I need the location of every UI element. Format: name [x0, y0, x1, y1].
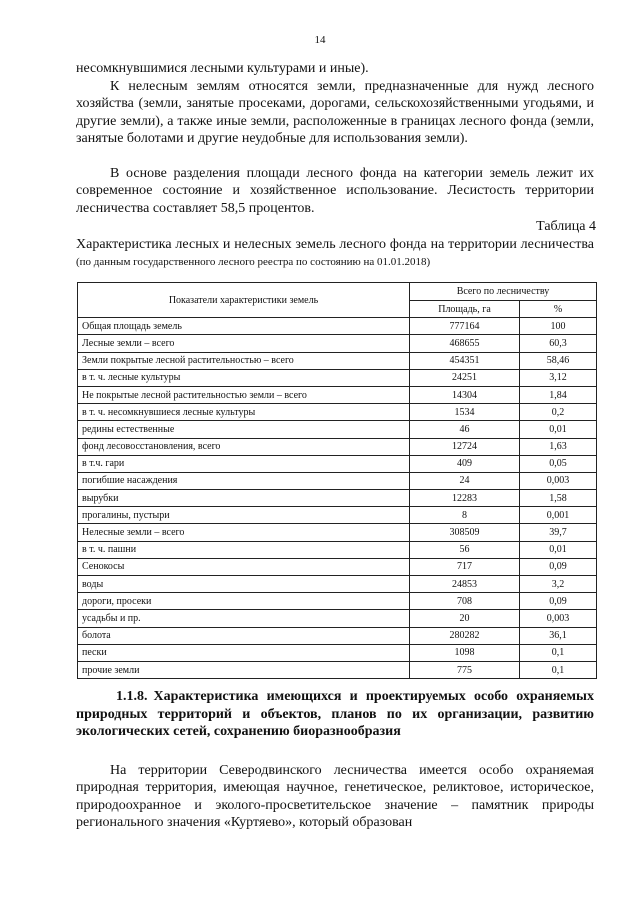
row-name: в т. ч. несомкнувшиеся лесные культуры [78, 404, 410, 421]
header-area: Площадь, га [410, 301, 520, 318]
table-number: Таблица 4 [536, 219, 596, 234]
table-header-row [78, 283, 597, 301]
table-row [78, 369, 597, 386]
row-area: 24251 [410, 369, 520, 386]
row-percent: 1,58 [520, 490, 597, 507]
section-title: Характеристика имеющихся и проектируемых особо охраняемых природных территорий и объектов, планов по их организации, развитию экологических сетей, сохранению биоразнообразия [76, 689, 594, 740]
row-area: 280282 [410, 627, 520, 644]
page-number: 14 [314, 34, 326, 46]
row-percent: 0,1 [520, 661, 597, 678]
table-row [78, 404, 597, 421]
row-percent: 0,003 [520, 472, 597, 489]
header-total: Всего по лесничеству [410, 283, 597, 301]
row-area: 24853 [410, 576, 520, 593]
table-body [78, 318, 597, 679]
row-name: фонд лесовосстановления, всего [78, 438, 410, 455]
table-row [78, 455, 597, 472]
row-area: 777164 [410, 318, 520, 335]
row-area: 24 [410, 472, 520, 489]
paragraph-nonforest-lands [76, 78, 594, 148]
table-caption-title: Характеристика лесных и нелесных земель лесного фонда на территории лесничества [76, 237, 594, 252]
row-percent: 0,1 [520, 644, 597, 661]
row-percent: 39,7 [520, 524, 597, 541]
table-caption [76, 236, 594, 272]
section-number: 1.1.8. [116, 689, 148, 704]
row-percent: 3,2 [520, 576, 597, 593]
row-area: 14304 [410, 386, 520, 403]
row-name: в т.ч. гари [78, 455, 410, 472]
row-name: в т. ч. пашни [78, 541, 410, 558]
row-area: 409 [410, 455, 520, 472]
row-area: 20 [410, 610, 520, 627]
paragraph-continuation [76, 60, 594, 77]
row-area: 56 [410, 541, 520, 558]
row-name: болота [78, 627, 410, 644]
row-percent: 0,003 [520, 610, 597, 627]
table-row [78, 335, 597, 352]
row-area: 708 [410, 593, 520, 610]
row-percent: 1,63 [520, 438, 597, 455]
row-percent: 3,12 [520, 369, 597, 386]
table-row [78, 472, 597, 489]
table-row [78, 386, 597, 403]
row-percent: 0,09 [520, 593, 597, 610]
row-name: дороги, просеки [78, 593, 410, 610]
row-percent: 0,09 [520, 558, 597, 575]
row-percent: 0,01 [520, 421, 597, 438]
table-row [78, 421, 597, 438]
row-name: воды [78, 576, 410, 593]
header-percent: % [520, 301, 597, 318]
row-area: 717 [410, 558, 520, 575]
table-row [78, 593, 597, 610]
row-area: 308509 [410, 524, 520, 541]
row-percent: 100 [520, 318, 597, 335]
row-area: 12724 [410, 438, 520, 455]
paragraph-forest-cover [76, 165, 594, 217]
paragraph-text: К нелесным землям относятся земли, предназначенные для нужд лесного хозяйства (земли, занятые просеками, дорогами, сельскохозяйственными угодьями, и другие земли), а также иные земли, расположенные в границах лесного фонда (земли, занятые болотами и другие неудобные для использования земли). [76, 79, 594, 147]
row-area: 12283 [410, 490, 520, 507]
row-name: Лесные земли – всего [78, 335, 410, 352]
row-name: погибшие насаждения [78, 472, 410, 489]
table-row [78, 661, 597, 678]
row-name: прочие земли [78, 661, 410, 678]
paragraph-protected-area [76, 762, 594, 832]
paragraph-text: В основе разделения площади лесного фонда на категории земель лежит их современное состояние и хозяйственное использование. Лесистость территории лесничества составляет 58,5 процентов. [76, 166, 594, 216]
row-name: Земли покрытые лесной растительностью – всего [78, 352, 410, 369]
row-percent: 0,2 [520, 404, 597, 421]
row-percent: 0,05 [520, 455, 597, 472]
paragraph-text: несомкнувшимися лесными культурами и иные). [76, 61, 369, 76]
row-name: пески [78, 644, 410, 661]
row-area: 454351 [410, 352, 520, 369]
row-name: Не покрытые лесной растительностью земли – всего [78, 386, 410, 403]
table-row [78, 352, 597, 369]
table-row [78, 507, 597, 524]
header-indicator: Показатели характеристики земель [78, 283, 410, 318]
table-row [78, 558, 597, 575]
table-caption-note: (по данным государственного лесного реестра по состоянию на 01.01.2018) [76, 256, 431, 269]
paragraph-text: На территории Северодвинского лесничества имеется особо охраняемая природная территория, имеющая научное, генетическое, реликтовое, историческое, природоохранное и эколого-просветительское значение – памятник природы регионального значения «Куртяево», который образован [76, 763, 594, 831]
table-row [78, 627, 597, 644]
row-name: редины естественные [78, 421, 410, 438]
row-name: прогалины, пустыри [78, 507, 410, 524]
row-area: 46 [410, 421, 520, 438]
row-name: вырубки [78, 490, 410, 507]
table-row [78, 576, 597, 593]
row-area: 468655 [410, 335, 520, 352]
row-percent: 0,001 [520, 507, 597, 524]
row-percent: 0,01 [520, 541, 597, 558]
row-area: 8 [410, 507, 520, 524]
land-characteristics-table [77, 282, 597, 679]
row-percent: 1,84 [520, 386, 597, 403]
row-name: Общая площадь земель [78, 318, 410, 335]
table-row [78, 490, 597, 507]
row-area: 1098 [410, 644, 520, 661]
row-percent: 60,3 [520, 335, 597, 352]
table-row [78, 318, 597, 335]
row-percent: 36,1 [520, 627, 597, 644]
table-row [78, 438, 597, 455]
row-name: в т. ч. лесные культуры [78, 369, 410, 386]
table-row [78, 644, 597, 661]
table-row [78, 541, 597, 558]
row-name: усадьбы и пр. [78, 610, 410, 627]
table-row [78, 524, 597, 541]
row-name: Сенокосы [78, 558, 410, 575]
row-area: 1534 [410, 404, 520, 421]
row-name: Нелесные земли – всего [78, 524, 410, 541]
row-percent: 58,46 [520, 352, 597, 369]
row-area: 775 [410, 661, 520, 678]
table-row [78, 610, 597, 627]
section-heading [76, 688, 594, 741]
